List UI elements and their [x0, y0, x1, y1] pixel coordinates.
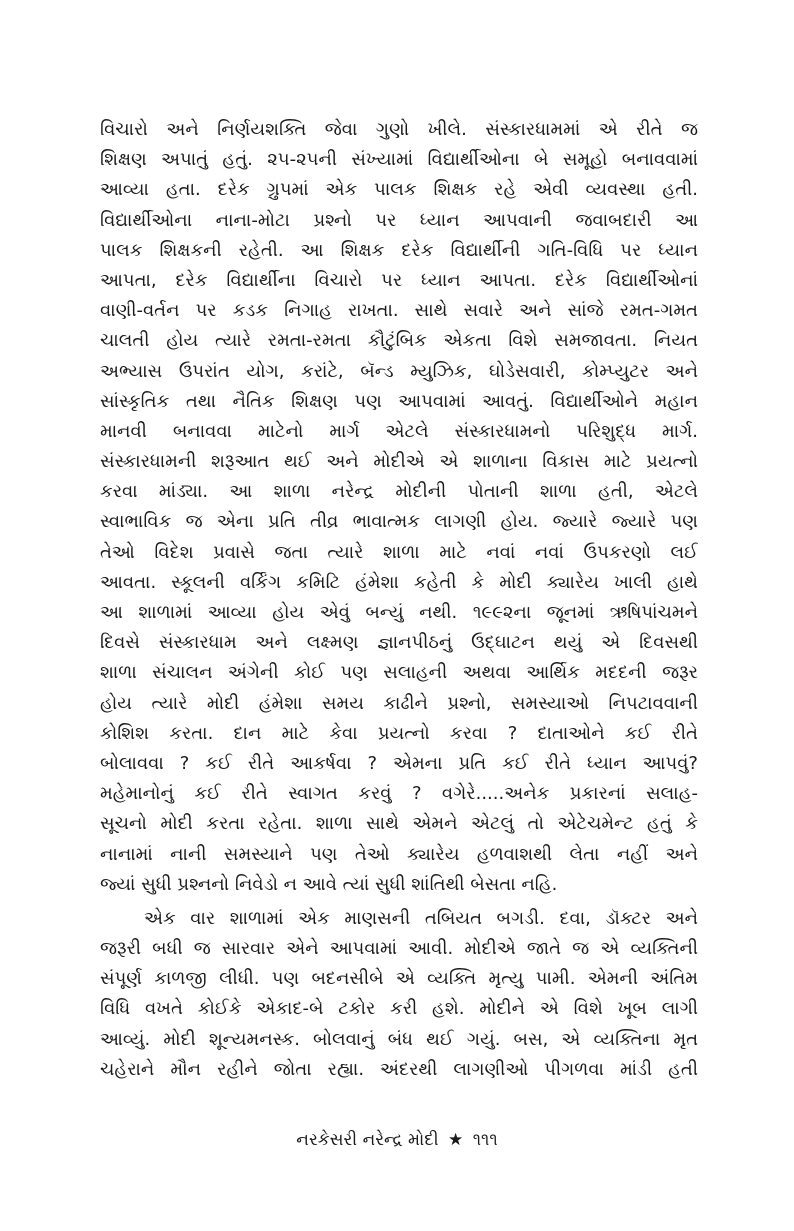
text-line: વિદ્યાર્થીઓના નાના-મોટા પ્રશ્નો પર ધ્યાન આપવાની જવાબદારી આ: [100, 209, 698, 231]
text-line: સૂચનો મોદી કરતા રહેતા. શાળા સાથે એમને એટલું તો એટેચમેન્ટ હતું કે: [100, 813, 698, 835]
text-line: વિચારો અને નિર્ણયશક્તિ જેવા ગુણો ખીલે. સંસ્કારધામમાં એ રીતે જ: [100, 119, 698, 140]
text-line: ચાલતી હોય ત્યારે રમતા-રમતા કૌટુંબિક એકતા વિશે સમજાવતા. નિયત: [100, 330, 698, 352]
text-line: જરૂરી બધી જ સારવાર એને આપવામાં આવી. મોદીએ જાતે જ એ વ્યક્તિની: [100, 938, 698, 960]
text-line: અભ્યાસ ઉપરાંત યોગ, કરાંટે, બૅન્ડ મ્યુઝિક, ઘોડેસવારી, કોમ્પ્યુટર અને: [100, 360, 698, 382]
text-line: હોય ત્યારે મોદી હંમેશા સમય કાઢીને પ્રશ્નો, સમસ્યાઓ નિપટાવવાની: [100, 692, 698, 714]
text-line: દિવસે સંસ્કારધામ અને લક્ષ્મણ જ્ઞાનપીઠનું ઉદ્‌ઘાટન થયું એ દિવસથી: [100, 632, 698, 654]
text-line: સ્વાભાવિક જ એના પ્રતિ તીવ્ર ભાવાત્મક લાગણી હોય. જ્યારે જ્યારે પણ: [100, 511, 698, 533]
text-line: ચહેરાને મૌન રહીને જોતા રહ્યા. અંદરથી લાગણીઓ પીગળવા માંડી હતી: [100, 1058, 698, 1080]
text-line: માનવી બનાવવા માટેનો માર્ગ એટલે સંસ્કારધામનો પરિશુદ્ધ માર્ગ.: [100, 420, 698, 442]
text-line: આપતા, દરેક વિદ્યાર્થીના વિચારો પર ધ્યાન આપતા. દરેક વિદ્યાર્થીઓનાં: [100, 269, 698, 291]
text-line: બોલાવવા ? કઈ રીતે આકર્ષવા ? એમના પ્રતિ કઈ રીતે ધ્યાન આપવું?: [100, 752, 698, 774]
text-line: તેઓ વિદેશ પ્રવાસે જતા ત્યારે શાળા માટે નવાં નવાં ઉપકરણો લઈ: [100, 541, 698, 563]
text-line: કરવા માંડ્યા. આ શાળા નરેન્દ્ર મોદીની પોતાની શાળા હતી, એટલે: [100, 481, 698, 503]
page-number: ૧૧૧: [472, 1130, 498, 1150]
text-line: સંસ્કારધામની શરૂઆત થઈ અને મોદીએ એ શાળાના વિકાસ માટે પ્રયત્નો: [100, 451, 698, 473]
text-line: આવ્યા હતા. દરેક ગ્રુપમાં એક પાલક શિક્ષક રહે એવી વ્યવસ્થા હતી.: [100, 179, 698, 201]
text-line: શાળા સંચાલન અંગેની કોઈ પણ સલાહની અથવા આર્થિક મદદની જરૂર: [100, 662, 698, 684]
text-line: સાંસ્કૃતિક તથા નૈતિક શિક્ષણ પણ આપવામાં આવતું. વિદ્યાર્થીઓને મહાન: [100, 390, 698, 412]
text-line: પાલક શિક્ષકની રહેતી. આ શિક્ષક દરેક વિદ્યાર્થીની ગતિ-વિધિ પર ધ્યાન: [100, 239, 698, 261]
body-text: [100, 115, 698, 1085]
text-line: કોશિશ કરતા. દાન માટે કેવા પ્રયત્નો કરવા ? દાતાઓને કઈ રીતે: [100, 722, 698, 744]
text-line: વિધિ વખતે કોઈકે એકાદ-બે ટકોર કરી હશે. મોદીને એ વિશે ખૂબ લાગી: [100, 998, 698, 1020]
text-line: સંપૂર્ણ કાળજી લીધી. પણ બદનસીબે એ વ્યક્તિ મૃત્યુ પામી. એમની અંતિમ: [100, 968, 698, 990]
text-line: આ શાળામાં આવ્યા હોય એવું બન્યું નથી. ૧૯૯૨ના જૂનમાં ઋષિપાંચમને: [100, 602, 698, 623]
text-line: નાનામાં નાની સમસ્યાને પણ તેઓ ક્યારેય હળવાશથી લેતા નહીં અને: [100, 843, 698, 865]
text-line: શિક્ષણ અપાતું હતું. ૨૫-૨૫ની સંખ્યામાં વિદ્યાર્થીઓના બે સમૂહો બનાવવામાં: [100, 149, 698, 171]
paragraph: [100, 115, 698, 900]
page-footer: [0, 1127, 794, 1153]
text-line: એક વાર શાળામાં એક માણસની તબિયત બગડી. દવા, ડૉક્ટર અને: [144, 907, 698, 929]
running-title: નરકેસરી નરેન્દ્ર મોદી: [296, 1130, 439, 1150]
text-line: મહેમાનોનું કઈ રીતે સ્વાગત કરવું ? વગેરે.....અનેક પ્રકારનાં સલાહ-: [100, 783, 698, 805]
text-line: આવતા. સ્કૂલની વર્કિંગ કમિટિ હંમેશા કહેતી કે મોદી ક્યારેય ખાલી હાથે: [100, 571, 698, 593]
text-line: આવ્યું. મોદી શૂન્યમનસ્ક. બોલવાનું બંધ થઈ ગયું. બસ, એ વ્યક્તિના મૃત: [100, 1028, 698, 1050]
text-line: જ્યાં સુધી પ્રશ્નનો નિવેડો ન આવે ત્યાં સુધી શાંતિથી બેસતા નહિ.: [100, 873, 558, 895]
paragraph: [100, 904, 698, 1085]
text-line: વાણી-વર્તન પર કડક નિગાહ રાખતા. સાથે સવારે અને સાંજે રમત-ગમત: [100, 300, 698, 322]
star-icon: ★: [448, 1130, 464, 1150]
